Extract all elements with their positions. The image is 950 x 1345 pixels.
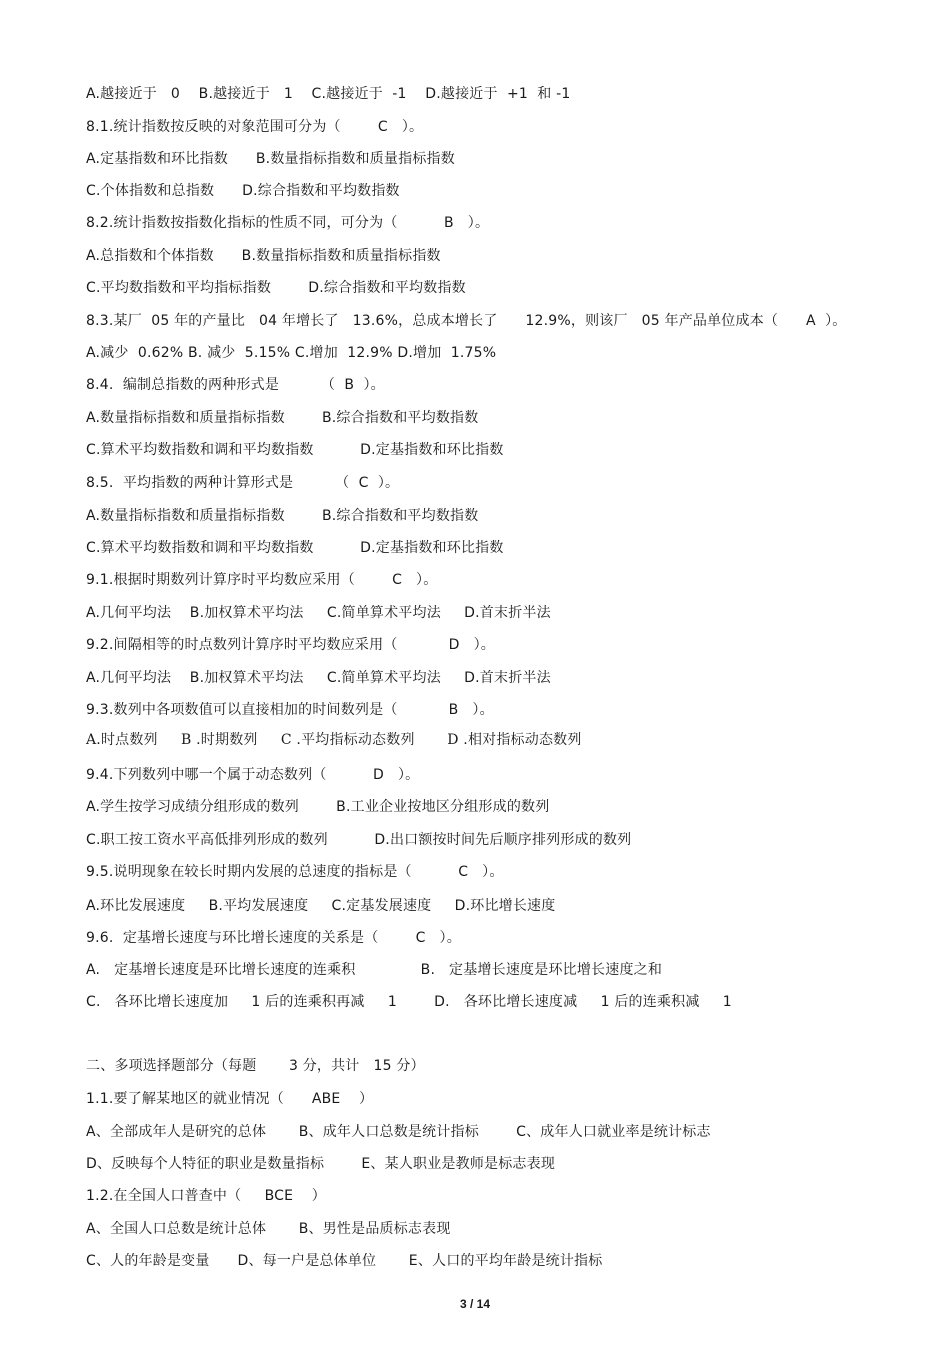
text-line: C.算术平均数指数和调和平均数指数 D.定基指数和环比指数 (86, 442, 504, 458)
text-line: C.个体指数和总指数 D.综合指数和平均数指数 (86, 183, 400, 199)
question-8-1: 8.1.统计指数按反映的对象范围可分为（ C ）。 (86, 119, 424, 135)
question-9-2: 9.2.间隔相等的时点数列计算序时平均数应采用（ D ）。 (86, 637, 495, 653)
page-total: 14 (476, 1297, 491, 1311)
text-line: C.职工按工资水平高低排列形成的数列 D.出口额按时间先后顺序排列形成的数列 (86, 832, 632, 848)
text-line: A.总指数和个体指数 B.数量指标指数和质量指标指数 (86, 248, 441, 264)
text-line: C.算术平均数指数和调和平均数指数 D.定基指数和环比指数 (86, 540, 504, 556)
question-9-6: 9.6. 定基增长速度与环比增长速度的关系是（ C ）。 (86, 930, 461, 946)
text-line: A.减少 0.62% B. 减少 5.15% C.增加 12.9% D.增加 1.75% (86, 345, 497, 361)
text-line: A.越接近于 0 B.越接近于 1 C.越接近于 -1 D.越接近于 +1 和 -1 (86, 86, 571, 102)
page-separator: / (466, 1297, 477, 1311)
question-9-1: 9.1.根据时期数列计算序时平均数应采用（ C ）。 (86, 572, 438, 588)
text-line: A. 定基增长速度是环比增长速度的连乘积 B. 定基增长速度是环比增长速度之和 (86, 962, 663, 978)
text-line: A.环比发展速度 B.平均发展速度 C.定基发展速度 D.环比增长速度 (86, 898, 556, 914)
question-9-5: 9.5.说明现象在较长时期内发展的总速度的指标是（ C ）。 (86, 864, 504, 880)
section-heading: 二、多项选择题部分（每题 3 分，共计 15 分） (86, 1058, 425, 1074)
text-line: C. 各环比增长速度加 1 后的连乘积再减 1 D. 各环比增长速度减 1 后的连乘积减 1 (86, 994, 732, 1010)
text-line: A.几何平均法 B.加权算术平均法 C.简单算术平均法 D.首末折半法 (86, 670, 551, 686)
question-9-4: 9.4.下列数列中哪一个属于动态数列（ D ）。 (86, 767, 420, 783)
question-8-4: 8.4. 编制总指数的两种形式是 （ B ）。 (86, 377, 385, 393)
text-line: A.几何平均法 B.加权算术平均法 C.简单算术平均法 D.首末折半法 (86, 605, 551, 621)
text-line: C、人的年龄是变量 D、每一户是总体单位 E、人口的平均年龄是统计指标 (86, 1253, 603, 1269)
text-line: D、反映每个人特征的职业是数量指标 E、某人职业是教师是标志表现 (86, 1156, 556, 1172)
page-number (0, 1297, 950, 1311)
question-8-5: 8.5. 平均指数的两种计算形式是 （ C ）。 (86, 475, 400, 491)
question-1-2: 1.2.在全国人口普查中（ BCE ） (86, 1188, 326, 1204)
text-line: A.数量指标指数和质量指标指数 B.综合指数和平均数指数 (86, 508, 479, 524)
text-line: A.学生按学习成绩分组形成的数列 B.工业企业按地区分组形成的数列 (86, 799, 550, 815)
question-1-1: 1.1.要了解某地区的就业情况（ ABE ） (86, 1091, 374, 1107)
question-9-3: 9.3.数列中各项数值可以直接相加的时间数列是（ B ）。 (86, 702, 494, 718)
text-line: A、全部成年人是研究的总体 B、成年人口总数是统计指标 C、成年人口就业率是统计标志 (86, 1124, 711, 1140)
text-line: A、全国人口总数是统计总体 B、男性是品质标志表现 (86, 1221, 451, 1237)
question-8-2: 8.2.统计指数按指数化指标的性质不同，可分为（ B ）。 (86, 215, 490, 231)
question-8-3: 8.3.某厂 05 年的产量比 04 年增长了 13.6%，总成本增长了 12.9%，则该厂 05 年产品单位成本（ A ）。 (86, 313, 847, 329)
text-line: C.平均数指数和平均指标指数 D.综合指数和平均数指数 (86, 280, 466, 296)
text-line: A.数量指标指数和质量指标指数 B.综合指数和平均数指数 (86, 410, 479, 426)
text-line: A.定基指数和环比指数 B.数量指标指数和质量指标指数 (86, 151, 455, 167)
text-line: A.时点数列 B .时期数列 C .平均指标动态数列 D .相对指标动态数列 (86, 732, 582, 748)
page-current: 3 (459, 1297, 467, 1311)
